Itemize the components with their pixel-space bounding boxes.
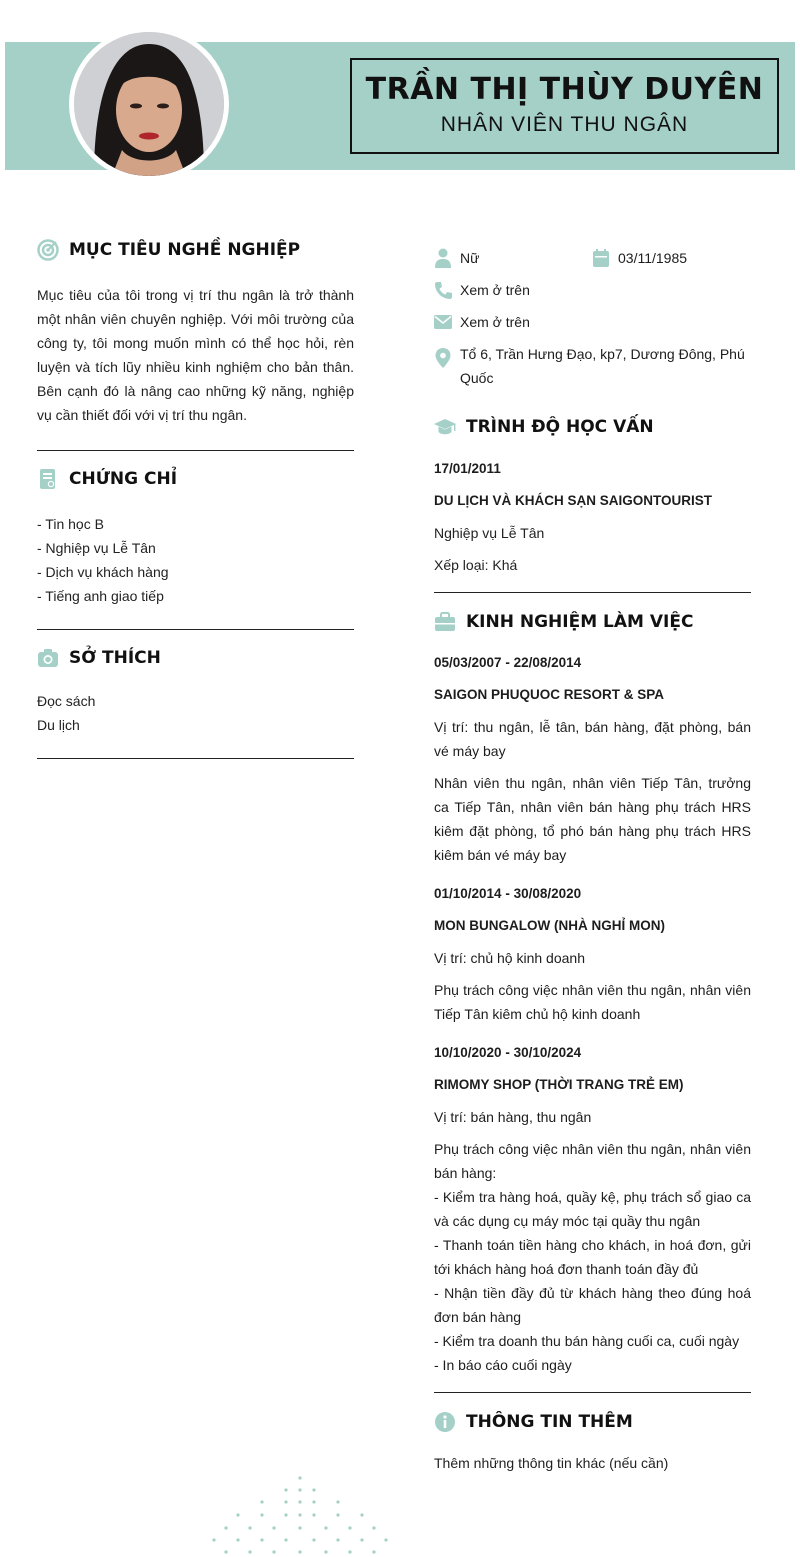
- graduation-cap-icon: [434, 416, 456, 438]
- certificates-title: CHỨNG CHỈ: [69, 469, 178, 489]
- divider: [434, 592, 751, 593]
- objective-text: Mục tiêu của tôi trong vị trí thu ngân là trở thành một nhân viên chuyên nghiệp. Với môi trường của công ty, tôi mong muốn mình có thể học hỏi, rèn luyện và tích lũy nhiều kinh nghiệm cho bản thân. Bên cạnh đó là nâng cao những kỹ năng, nghiệp vụ cần thiết đối với vị trí thu ngân.: [37, 287, 354, 423]
- list-item: Du lịch: [37, 717, 80, 733]
- experience-heading: [434, 608, 751, 636]
- briefcase-icon: [434, 611, 456, 633]
- certificates-heading: [37, 465, 354, 493]
- portrait-photo: [74, 32, 224, 176]
- certificate-icon: [37, 468, 59, 490]
- person-icon: [434, 248, 452, 268]
- list-item: - Nghiệp vụ Lễ Tân: [37, 540, 156, 556]
- experience-title: KINH NGHIỆM LÀM VIỆC: [466, 612, 694, 632]
- envelope-icon: [434, 312, 452, 332]
- email-value: Xem ở trên: [460, 314, 530, 330]
- divider: [37, 450, 354, 451]
- right-column: [434, 246, 751, 1475]
- education-date: 17/01/2011: [434, 461, 501, 476]
- gender-birthday-row: [434, 246, 751, 270]
- objective-heading: [37, 236, 354, 264]
- address-value: Tổ 6, Trần Hưng Đạo, kp7, Dương Đông, Phú Quốc: [460, 346, 745, 386]
- candidate-name: TRẦN THỊ THÙY DUYÊN: [365, 72, 764, 107]
- education-major: Nghiệp vụ Lễ Tân: [434, 525, 545, 541]
- additional-text: Thêm những thông tin khác (nếu cần): [434, 1455, 669, 1471]
- list-item: Đọc sách: [37, 693, 96, 709]
- education-school: DU LỊCH VÀ KHÁCH SẠN SAIGONTOURIST: [434, 493, 713, 508]
- address-row: [434, 342, 751, 390]
- phone-row: [434, 278, 751, 302]
- camera-icon: [37, 647, 59, 669]
- job-company: MON BUNGALOW (NHÀ NGHỈ MON): [434, 918, 665, 933]
- target-icon: [37, 239, 59, 261]
- hobbies-list: [37, 689, 354, 737]
- job-position: Vị trí: chủ hộ kinh doanh: [434, 950, 585, 966]
- phone-icon: [434, 280, 452, 300]
- gender-value: Nữ: [460, 250, 480, 266]
- job-company: SAIGON PHUQUOC RESORT & SPA: [434, 687, 665, 702]
- birthday-value: 03/11/1985: [618, 250, 688, 266]
- job-company: RIMOMY SHOP (THỜI TRANG TRẺ EM): [434, 1077, 684, 1092]
- objective-title: MỤC TIÊU NGHỀ NGHIỆP: [69, 240, 301, 260]
- education-entry: [434, 457, 751, 577]
- divider: [37, 629, 354, 630]
- job-date: 10/10/2020 - 30/10/2024: [434, 1045, 582, 1060]
- job-entry: [434, 651, 751, 867]
- job-date: 01/10/2014 - 30/08/2020: [434, 886, 582, 901]
- job-description: Nhân viên thu ngân, nhân viên Tiếp Tân, trưởng ca Tiếp Tân, nhân viên bán hàng phụ trách HRS kiêm đặt phòng, tổ phó bán hàng phụ trách HRS kiêm bán vé máy bay: [434, 775, 751, 863]
- decorative-dots: [205, 1470, 395, 1557]
- avatar: [69, 27, 229, 181]
- job-description: Phụ trách công việc nhân viên thu ngân, nhân viên Tiếp Tân kiêm chủ hộ kinh doanh: [434, 982, 751, 1022]
- job-entry: [434, 882, 751, 1026]
- certificates-list: [37, 512, 354, 608]
- list-item: - Tiếng anh giao tiếp: [37, 588, 164, 604]
- birthday-field: [592, 246, 750, 270]
- list-item: - Dịch vụ khách hàng: [37, 564, 169, 580]
- left-column: [37, 236, 354, 759]
- job-entry: [434, 1041, 751, 1377]
- job-position: Vị trí: bán hàng, thu ngân: [434, 1109, 592, 1125]
- job-position: Vị trí: thu ngân, lễ tân, bán hàng, đặt phòng, bán vé máy bay: [434, 719, 751, 759]
- info-icon: [434, 1411, 456, 1433]
- calendar-icon: [592, 248, 610, 268]
- divider: [37, 758, 354, 759]
- gender-field: [434, 246, 592, 270]
- phone-value: Xem ở trên: [460, 282, 530, 298]
- divider: [434, 1392, 751, 1393]
- hobbies-title: SỞ THÍCH: [69, 648, 161, 668]
- education-title: TRÌNH ĐỘ HỌC VẤN: [466, 417, 654, 437]
- name-box: [350, 58, 779, 154]
- email-row: [434, 310, 751, 334]
- job-date: 05/03/2007 - 22/08/2014: [434, 655, 582, 670]
- location-pin-icon: [434, 348, 452, 368]
- hobbies-heading: [37, 644, 354, 672]
- job-description: Phụ trách công việc nhân viên thu ngân, nhân viên bán hàng: - Kiểm tra hàng hoá, quầy kệ, phụ trách sổ giao ca và các dụng cụ máy móc tại quầy thu ngân - Thanh toán tiền hàng cho khách, in hoá đơn, gửi tới khách hàng hoá đơn thanh toán đầy đủ - Nhận tiền đầy đủ từ khách hàng theo đúng hoá đơn bán hàng - Kiểm tra doanh thu bán hàng cuối ca, cuối ngày - In báo cáo cuối ngày: [434, 1141, 751, 1373]
- list-item: - Tin học B: [37, 516, 104, 532]
- candidate-role: NHÂN VIÊN THU NGÂN: [440, 113, 689, 136]
- education-grade: Xếp loại: Khá: [434, 557, 518, 573]
- education-heading: [434, 413, 751, 441]
- additional-title: THÔNG TIN THÊM: [466, 1412, 633, 1432]
- additional-heading: [434, 1408, 751, 1436]
